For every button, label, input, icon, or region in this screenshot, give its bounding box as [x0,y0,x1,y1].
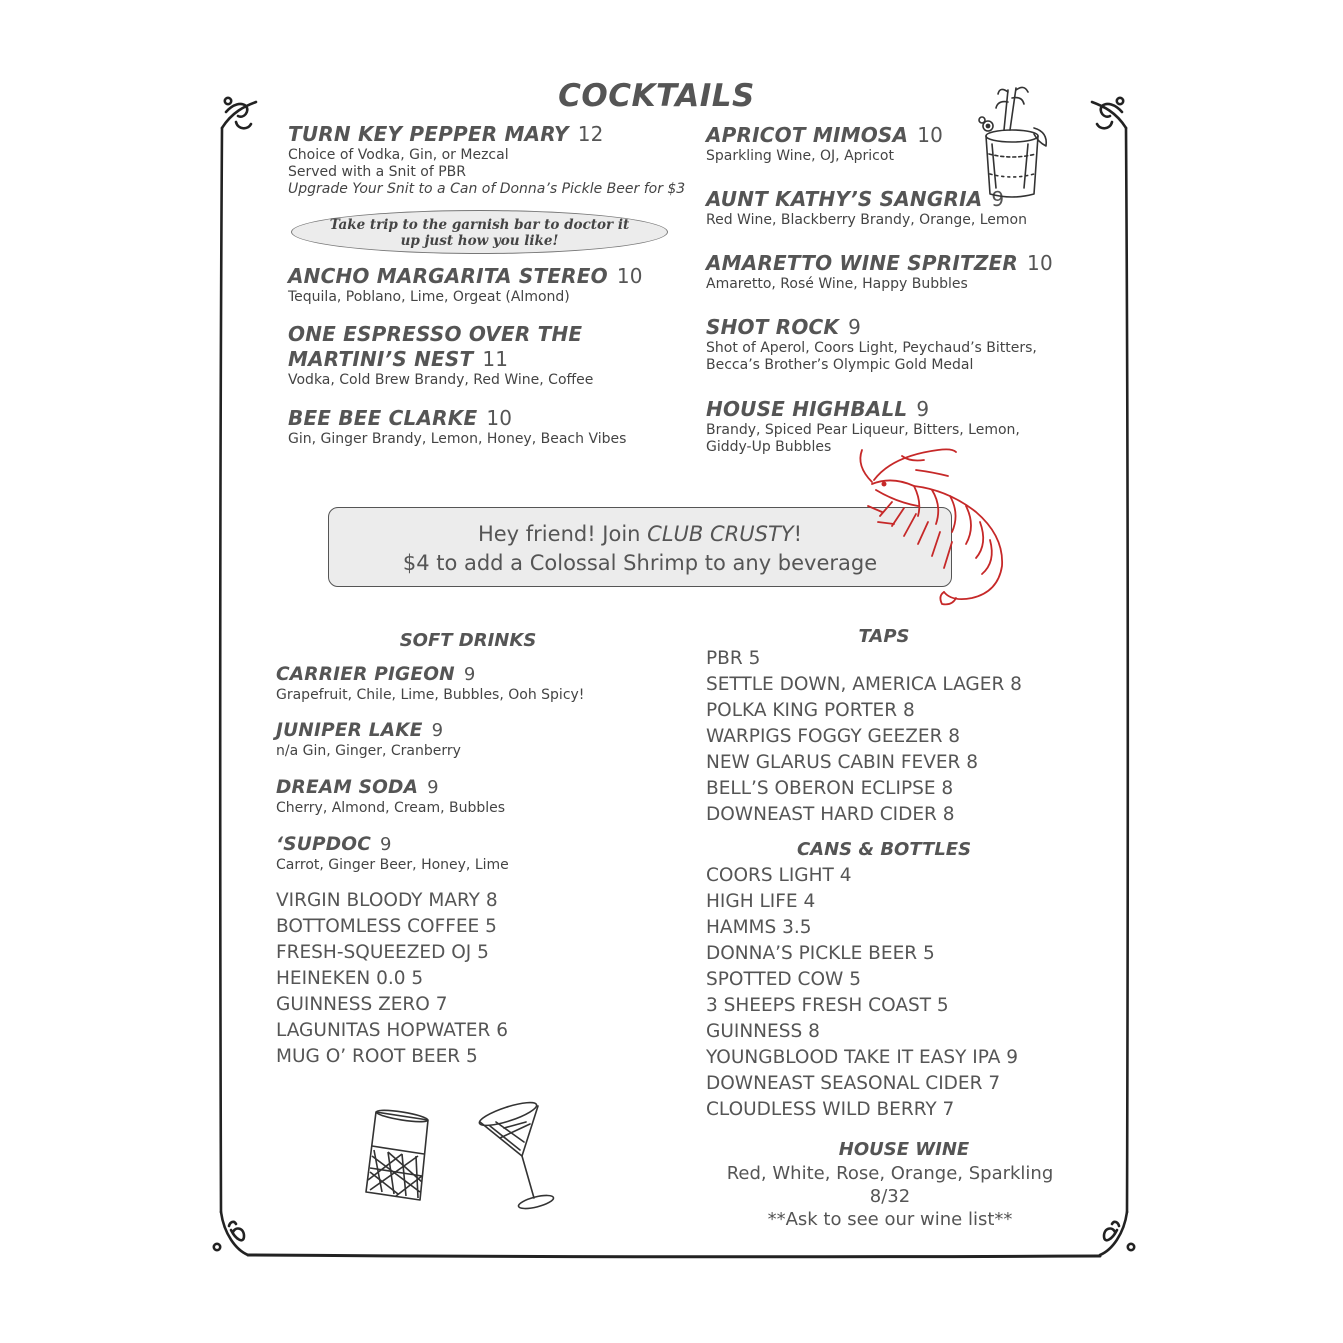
item-description: Brandy, Spiced Pear Liqueur, Bitters, Lemon, [706,422,1020,438]
shrimp-icon [852,446,1022,608]
list-item: YOUNGBLOOD TAKE IT EASY IPA 9 [706,1047,1019,1068]
page-title: COCKTAILS [558,78,755,114]
item-description: Cherry, Almond, Cream, Bubbles [276,800,506,816]
item-price: 9 [380,834,392,855]
item-description: Carrot, Ginger Beer, Honey, Lime [276,857,509,873]
item-name: AMARETTO WINE SPRITZER [706,251,1019,275]
list-item: VIRGIN BLOODY MARY 8 [276,890,498,911]
item-name: JUNIPER LAKE [276,720,423,741]
taps-list [706,646,1022,828]
list-item: DOWNEAST SEASONAL CIDER 7 [706,1073,1001,1094]
club-offer: $4 to add a Colossal Shrimp to any beverage [402,551,878,575]
item-price: 9 [916,397,930,421]
item-price: 9 [463,664,476,685]
section-title-soft-drinks: SOFT DRINKS [399,630,537,651]
item-description: Gin, Ginger Brandy, Lemon, Honey, Beach Vibes [288,431,627,447]
soft-drink-carrier-pigeon [276,662,584,704]
soft-drink-supdoc [276,832,509,874]
item-name: ‘SUPDOC [276,834,371,855]
section-title-taps: TAPS [858,626,910,647]
list-item: GUINNESS 8 [706,1021,820,1042]
item-price: 9 [848,315,862,339]
section-title-house-wine: HOUSE WINE [838,1139,970,1160]
item-upgrade-note: Upgrade Your Snit to a Can of Donna’s Pickle Beer for $3 [288,181,686,197]
item-name: DREAM SODA [276,777,419,798]
item-description: Red Wine, Blackberry Brandy, Orange, Lemon [706,212,1027,228]
item-price: 10 [486,406,513,430]
item-price: 9 [431,720,444,741]
club-line1-pre: Hey friend! Join [477,522,648,546]
item-price: 10 [616,264,643,288]
list-item: WARPIGS FOGGY GEEZER 8 [706,726,961,747]
item-description: Grapefruit, Chile, Lime, Bubbles, Ooh Spicy! [276,687,585,703]
wine-list-note: **Ask to see our wine list** [767,1209,1013,1230]
item-description: Shot of Aperol, Coors Light, Peychaud’s Bitters, [706,340,1037,356]
list-item: CLOUDLESS WILD BERRY 7 [706,1099,955,1120]
soft-drinks-list [276,888,508,1070]
item-description: Sparkling Wine, OJ, Apricot [706,148,894,164]
cocktail-shot-rock [706,315,1037,374]
house-wine-info [705,1162,1075,1231]
item-name: AUNT KATHY’S SANGRIA [706,187,983,211]
item-name: ANCHO MARGARITA STEREO [288,264,608,288]
item-name: TURN KEY PEPPER MARY [288,122,569,146]
item-price: 11 [482,347,509,371]
list-item: BELL’S OBERON ECLIPSE 8 [706,778,954,799]
list-item: HAMMS 3.5 [706,917,812,938]
item-description: Tequila, Poblano, Lime, Orgeat (Almond) [288,289,570,305]
cocktail-amaretto-wine-spritzer [706,251,1053,293]
item-name: APRICOT MIMOSA [706,123,909,147]
item-price: 10 [1027,251,1053,275]
item-price: 9 [991,187,1005,211]
item-price: 9 [427,777,439,798]
list-item: 3 SHEEPS FRESH COAST 5 [706,995,949,1016]
cocktail-turn-key-pepper-mary [288,122,685,198]
section-title-cans-bottles: CANS & BOTTLES [796,839,972,860]
list-item: MUG O’ ROOT BEER 5 [276,1046,478,1067]
list-item: POLKA KING PORTER 8 [706,700,915,721]
martini-glass-icon [474,1098,566,1212]
list-item: HIGH LIFE 4 [706,891,816,912]
item-description: Amaretto, Rosé Wine, Happy Bubbles [706,276,968,292]
cans-list [706,863,1018,1123]
cocktail-bee-bee-clarke [288,406,626,448]
list-item: DOWNEAST HARD CIDER 8 [706,804,955,825]
list-item: SETTLE DOWN, AMERICA LAGER 8 [706,674,1022,695]
list-item: GUINNESS ZERO 7 [276,994,448,1015]
item-price: 12 [577,122,604,146]
item-description: Choice of Vodka, Gin, or Mezcal [288,147,509,163]
item-name-line2: MARTINI’S NEST [288,347,474,371]
list-item: COORS LIGHT 4 [706,865,852,886]
cocktail-ancho-margarita [288,264,643,306]
item-name: HOUSE HIGHBALL [706,397,908,421]
house-wine-line: Red, White, Rose, Orange, Sparkling 8/32 [726,1163,1054,1207]
soft-drink-juniper-lake [276,718,461,760]
list-item: BOTTOMLESS COFFEE 5 [276,916,497,937]
list-item: SPOTTED COW 5 [706,969,861,990]
club-line1-post: ! [793,522,803,546]
cocktail-apricot-mimosa [706,123,943,165]
cocktail-one-espresso [288,322,593,389]
item-description: n/a Gin, Ginger, Cranberry [276,743,461,759]
item-name: SHOT ROCK [706,315,840,339]
list-item: FRESH-SQUEEZED OJ 5 [276,942,489,963]
list-item: PBR 5 [706,648,761,669]
soft-drink-dream-soda [276,775,505,817]
item-description: Vodka, Cold Brew Brandy, Red Wine, Coffee [288,372,594,388]
list-item: LAGUNITAS HOPWATER 6 [276,1020,508,1041]
rocks-glass-icon [358,1106,444,1206]
list-item: NEW GLARUS CABIN FEVER 8 [706,752,979,773]
list-item: HEINEKEN 0.0 5 [276,968,424,989]
item-name: BEE BEE CLARKE [288,406,478,430]
item-price: 10 [917,123,944,147]
list-item: DONNA’S PICKLE BEER 5 [706,943,935,964]
bloody-mary-glass-icon [968,84,1060,204]
club-name: CLUB CRUSTY [647,522,794,546]
item-description: Giddy-Up Bubbles [706,439,832,455]
garnish-bar-note: Take trip to the garnish bar to doctor it up just how you like! [291,210,668,254]
item-name: CARRIER PIGEON [276,664,455,685]
item-name-line1: ONE ESPRESSO OVER THE [288,322,583,346]
item-description: Served with a Snit of PBR [288,164,466,180]
item-description: Becca’s Brother’s Olympic Gold Medal [706,357,974,373]
